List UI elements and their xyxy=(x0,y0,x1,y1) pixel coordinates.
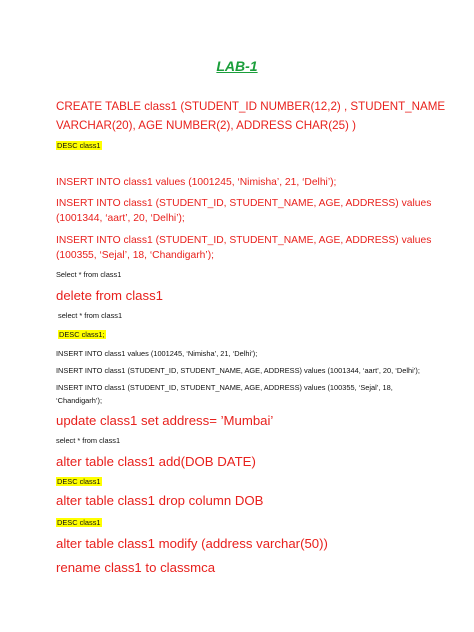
insert-statement-black-3-line-2: ‘Chandigarh’); xyxy=(56,396,103,405)
delete-statement: delete from class1 xyxy=(56,288,164,303)
alter-drop-statement: alter table class1 drop column DOB xyxy=(56,493,264,508)
highlighted-text: DESC class1; xyxy=(59,330,105,339)
highlighted-text: DESC class1 xyxy=(57,141,101,150)
desc-statement xyxy=(56,517,102,528)
insert-statement-black-1: INSERT INTO class1 values (1001245, ‘Nimisha’, 21, ‘Delhi’); xyxy=(56,349,258,358)
alter-add-statement: alter table class1 add(DOB DATE) xyxy=(56,454,256,469)
page-title: LAB-1 xyxy=(216,58,258,74)
select-statement: select * from class1 xyxy=(56,436,121,445)
alter-modify-statement: alter table class1 modify (address varchar(50)) xyxy=(56,536,328,551)
create-table-line-1: CREATE TABLE class1 (STUDENT_ID NUMBER(12,2) , STUDENT_NAME xyxy=(56,100,446,113)
desc-statement xyxy=(56,476,102,487)
insert-statement-2-line-2: (1001344, ‘aart’, 20, ‘Delhi’); xyxy=(56,213,185,224)
insert-statement-3-line-1: INSERT INTO class1 (STUDENT_ID, STUDENT_NAME, AGE, ADDRESS) values xyxy=(56,235,432,246)
insert-statement-black-2: INSERT INTO class1 (STUDENT_ID, STUDENT_NAME, AGE, ADDRESS) values (1001344, ‘aart’, 20, ‘Delhi’); xyxy=(56,366,420,375)
insert-statement-black-3-line-1: INSERT INTO class1 (STUDENT_ID, STUDENT_NAME, AGE, ADDRESS) values (100355, ‘Sejal’, 18, xyxy=(56,383,393,392)
desc-statement xyxy=(58,329,106,340)
create-table-line-2: VARCHAR(20), AGE NUMBER(2), ADDRESS CHAR(25) ) xyxy=(56,119,356,132)
insert-statement-1: INSERT INTO class1 values (1001245, ‘Nimisha’, 21, ‘Delhi’); xyxy=(56,177,337,188)
insert-statement-3-line-2: (100355, ‘Sejal’, 18, ‘Chandigarh’); xyxy=(56,250,214,261)
select-statement: Select * from class1 xyxy=(56,270,122,279)
highlighted-text: DESC class1 xyxy=(57,518,101,527)
rename-statement: rename class1 to classmca xyxy=(56,560,216,575)
select-statement: select * from class1 xyxy=(58,311,123,320)
insert-statement-2-line-1: INSERT INTO class1 (STUDENT_ID, STUDENT_NAME, AGE, ADDRESS) values xyxy=(56,198,432,209)
desc-statement xyxy=(56,140,102,151)
update-statement: update class1 set address= ’Mumbai’ xyxy=(56,413,274,428)
highlighted-text: DESC class1 xyxy=(57,477,101,486)
